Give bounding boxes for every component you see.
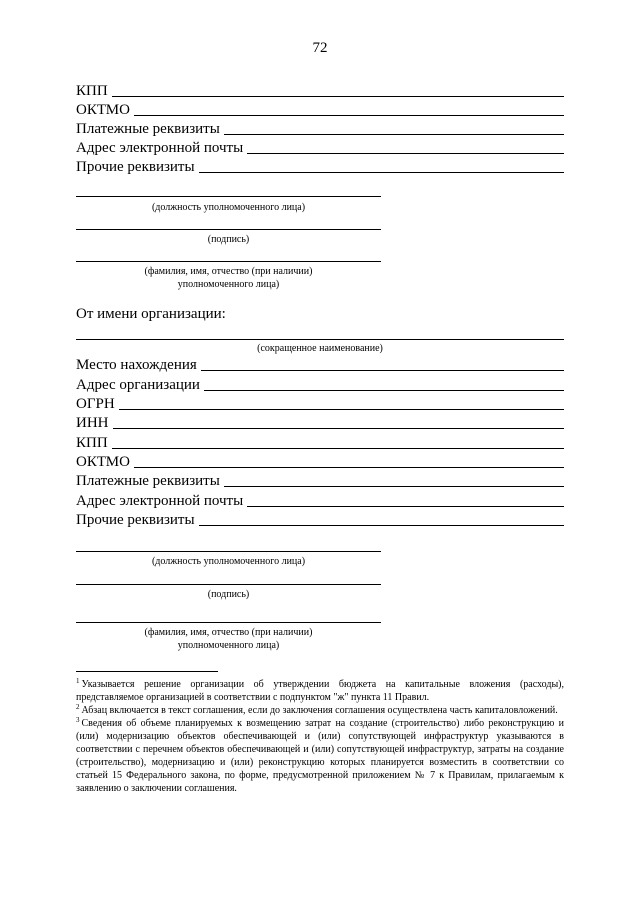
fill-line	[199, 525, 564, 526]
field-label: ОКТМО	[76, 454, 130, 470]
name-caption	[76, 626, 381, 652]
field-label: ОКТМО	[76, 102, 130, 118]
field-oktmo[interactable]	[76, 451, 564, 470]
fill-line	[224, 486, 564, 487]
field-label: Адрес электронной почты	[76, 140, 244, 156]
signature-line[interactable]	[76, 584, 381, 585]
position-caption: (должность уполномоченного лица)	[151, 556, 306, 567]
fill-line	[112, 96, 564, 97]
footnote-separator	[76, 671, 218, 672]
name-caption	[76, 265, 381, 291]
field-kpp[interactable]	[76, 80, 564, 99]
fill-line	[204, 390, 564, 391]
name-caption-line1: (фамилия, имя, отчество (при наличии)	[144, 627, 313, 638]
fill-line	[112, 448, 564, 449]
short-name-caption: (сокращенное наименование)	[257, 343, 383, 354]
name-caption-line2: уполномоченного лица)	[177, 640, 280, 651]
footnote-text: Абзац включается в текст соглашения, если до заключения соглашения осуществлена часть капиталовложений.	[81, 705, 558, 716]
footnotes	[76, 678, 564, 795]
signature-caption: (подпись)	[207, 234, 250, 245]
fill-line	[119, 409, 564, 410]
fill-line	[224, 134, 564, 135]
position-line[interactable]	[76, 551, 381, 552]
field-other-details[interactable]	[76, 509, 564, 528]
footnote-text: Указывается решение организации об утверждении бюджета на капитальные вложения (расходы), представляемое организацией в соответствии с подпунктом "ж" пункта 11 Правил.	[76, 679, 564, 703]
fill-line	[134, 115, 564, 116]
field-email[interactable]	[76, 490, 564, 509]
fill-line	[134, 467, 564, 468]
footnote	[76, 678, 564, 704]
footnote	[76, 704, 564, 717]
field-label: Адрес организации	[76, 377, 200, 393]
field-address[interactable]	[76, 374, 564, 393]
name-line[interactable]	[76, 261, 381, 262]
footnote-mark: 2	[76, 702, 80, 711]
field-location[interactable]	[76, 354, 564, 373]
field-label: Прочие реквизиты	[76, 512, 195, 528]
short-name-line[interactable]	[76, 339, 564, 340]
field-kpp[interactable]	[76, 432, 564, 451]
footnote-mark: 1	[76, 676, 80, 685]
name-caption-line2: уполномоченного лица)	[177, 279, 280, 290]
field-payment-details[interactable]	[76, 470, 564, 489]
fill-line	[113, 428, 565, 429]
footnote-text: Сведения об объеме планируемых к возмещению затрат на создание (строительство) либо реконструкцию и (или) модернизацию объектов обеспечивающей и (или) сопутствующей инфраструктур указываются в соответствии с перечнем объектов обеспечивающей и (или) сопутствующей инфраструктур, затраты на создание (строительство), модернизацию и (или) реконструкцию которых планируется возместить в соответствии со статьей 15 Федерального закона, по форме, предусмотренной приложением № 7 к Правилам, прилагаемым к заявлению о заключении соглашения.	[76, 718, 564, 794]
fill-line	[247, 153, 564, 154]
position-line[interactable]	[76, 196, 381, 197]
name-line[interactable]	[76, 622, 381, 623]
field-label: Адрес электронной почты	[76, 493, 244, 509]
field-oktmo[interactable]	[76, 99, 564, 118]
field-other-details[interactable]	[76, 156, 564, 175]
footnote	[76, 717, 564, 795]
field-label: Прочие реквизиты	[76, 159, 195, 175]
name-caption-line1: (фамилия, имя, отчество (при наличии)	[144, 266, 313, 277]
field-payment-details[interactable]	[76, 118, 564, 137]
fill-line	[201, 370, 564, 371]
section-heading: От имени организации:	[76, 306, 226, 322]
fill-line	[199, 172, 564, 173]
field-email[interactable]	[76, 137, 564, 156]
position-caption: (должность уполномоченного лица)	[151, 202, 306, 213]
page-number: 72	[312, 40, 328, 56]
field-label: Платежные реквизиты	[76, 121, 220, 137]
field-label: ОГРН	[76, 396, 115, 412]
field-label: ИНН	[76, 415, 109, 431]
signature-caption: (подпись)	[207, 589, 250, 600]
field-label: КПП	[76, 83, 108, 99]
field-ogrn[interactable]	[76, 393, 564, 412]
field-inn[interactable]	[76, 412, 564, 431]
footnote-mark: 3	[76, 715, 80, 724]
field-label: Место нахождения	[76, 357, 197, 373]
field-label: КПП	[76, 435, 108, 451]
signature-line[interactable]	[76, 229, 381, 230]
field-label: Платежные реквизиты	[76, 473, 220, 489]
fill-line	[247, 506, 564, 507]
